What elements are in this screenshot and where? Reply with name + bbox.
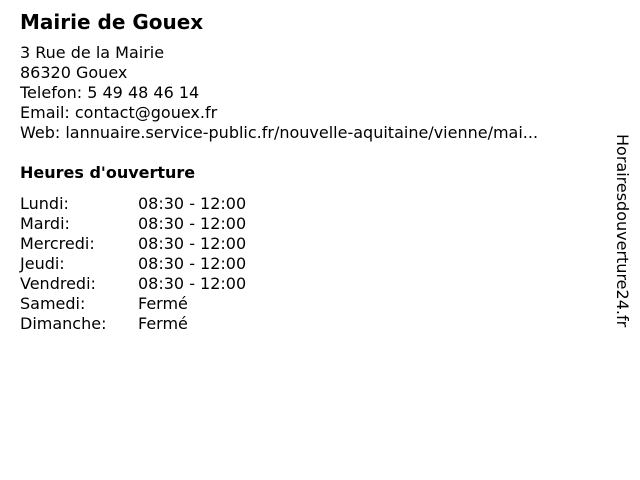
time-value: 08:30 - 12:00: [138, 194, 247, 213]
day-label: Jeudi:: [20, 254, 65, 273]
site-brand-vertical: Horairesdouverture24.fr: [613, 134, 632, 328]
hours-row-thursday: [20, 254, 320, 274]
hours-row-monday: [20, 194, 320, 214]
contact-details: [20, 43, 595, 143]
email-line: Email: contact@gouex.fr: [20, 103, 218, 122]
hours-row-wednesday: [20, 234, 320, 254]
postal-city: 86320 Gouex: [20, 63, 128, 82]
web-line: Web: lannuaire.service-public.fr/nouvelle-aquitaine/vienne/mai...: [20, 123, 539, 142]
day-label: Mardi:: [20, 214, 70, 233]
hours-row-sunday: [20, 314, 320, 334]
day-label: Dimanche:: [20, 314, 107, 333]
day-label: Samedi:: [20, 294, 86, 313]
phone-line: Telefon: 5 49 48 46 14: [20, 83, 200, 102]
day-label: Lundi:: [20, 194, 69, 213]
time-value: 08:30 - 12:00: [138, 234, 247, 253]
day-label: Mercredi:: [20, 234, 95, 253]
place-title: Mairie de Gouex: [20, 10, 204, 34]
time-value: 08:30 - 12:00: [138, 254, 247, 273]
hours-row-saturday: [20, 294, 320, 314]
day-label: Vendredi:: [20, 274, 96, 293]
opening-hours-table: [20, 194, 320, 334]
opening-hours-title: Heures d'ouverture: [20, 163, 196, 182]
time-value: Fermé: [138, 314, 188, 333]
street-address: 3 Rue de la Mairie: [20, 43, 165, 62]
hours-row-friday: [20, 274, 320, 294]
time-value: 08:30 - 12:00: [138, 274, 247, 293]
hours-row-tuesday: [20, 214, 320, 234]
time-value: 08:30 - 12:00: [138, 214, 247, 233]
time-value: Fermé: [138, 294, 188, 313]
